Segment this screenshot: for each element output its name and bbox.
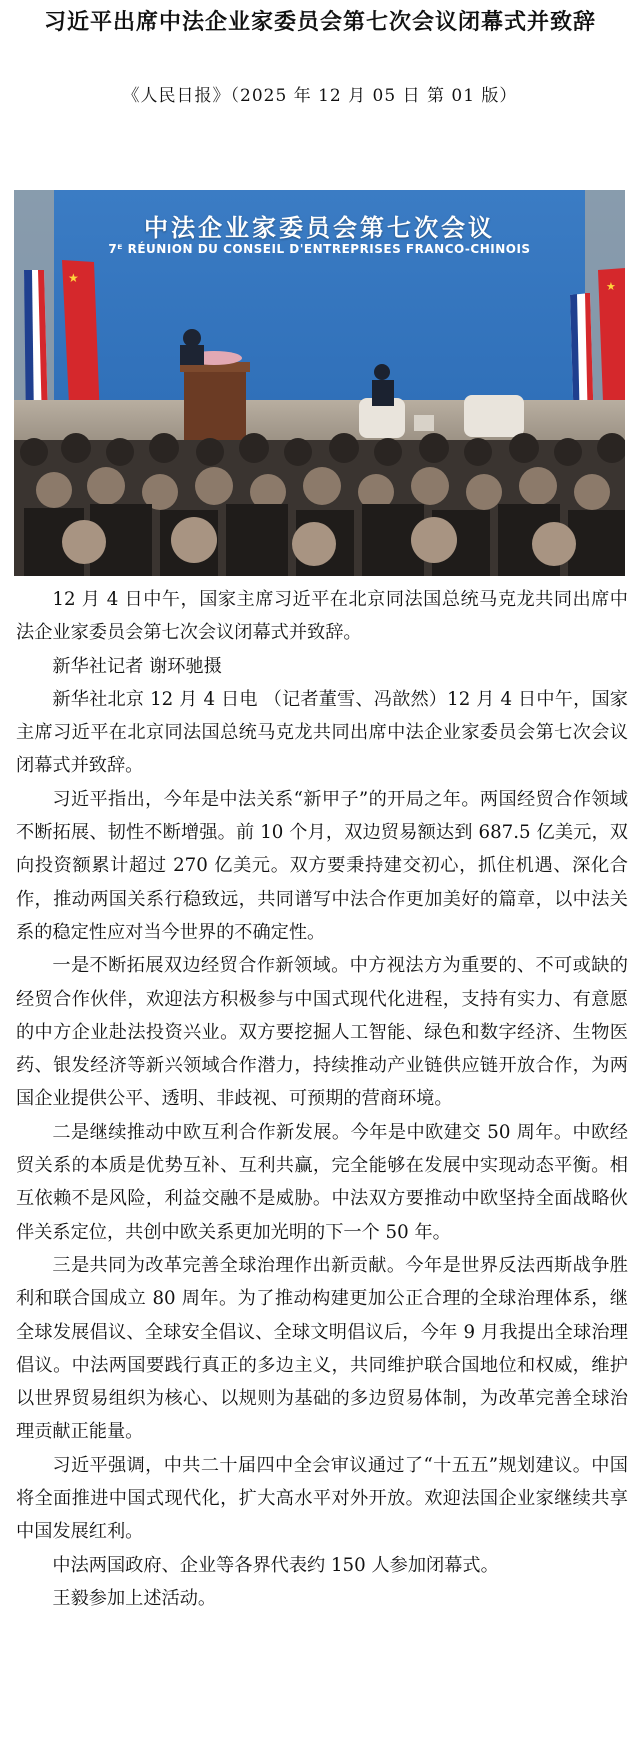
article-paragraph: 习近平强调，中共二十届四中全会审议通过了“十五五”规划建议。中国将全面推进中国式现代化，扩大高水平对外开放。欢迎法国企业家继续共享中国发展红利。	[16, 1454, 628, 1543]
article-paragraph: 新华社北京 12 月 4 日电 （记者董雪、冯歆然）12 月 4 日中午，国家主席习近平在北京同法国总统马克龙共同出席中法企业家委员会第七次会议闭幕式并致辞。	[16, 688, 628, 777]
article-paragraph: 三是共同为改革完善全球治理作出新贡献。今年是世界反法西斯战争胜利和联合国成立 80 周年。为了推动构建更加公正合理的全球治理体系，继全球发展倡议、全球安全倡议、全球文明倡议后，今年 9 月我提出全球治理倡议。中法两国要践行真正的多边主义，共同维护联合国地位和权威，维护以世界贸易组织为核心、以规则为基础的多边贸易体制，为改革完善全球治理贡献正能量。	[16, 1254, 628, 1443]
article-paragraph: 中法两国政府、企业等各界代表约 150 人参加闭幕式。	[52, 1554, 499, 1576]
svg-text:★: ★	[68, 271, 79, 285]
article-paragraph: 习近平指出，今年是中法关系“新甲子”的开局之年。两国经贸合作领域不断拓展、韧性不断增强。前 10 个月，双边贸易额达到 687.5 亿美元，双向投资额累计超过 270 亿美元。双方要秉持建交初心，抓住机遇、深化合作，推动两国关系行稳致远，共同谱写中法合作更加美好的篇章，以中法关系的稳定性应对当今世界的不确定性。	[16, 788, 628, 943]
banner-chinese-title: 中法企业家委员会第七次会议	[144, 214, 495, 242]
article-body	[16, 583, 628, 1615]
photo-credit: 新华社记者 谢环驰摄	[52, 655, 222, 677]
news-photo	[14, 190, 625, 576]
article-paragraph: 二是继续推动中欧互利合作新发展。今年是中欧建交 50 周年。中欧经贸关系的本质是优势互补、互利共赢，完全能够在发展中实现动态平衡。相互依赖不是风险，利益交融不是威胁。中法双方要推动中欧坚持全面战略伙伴关系定位，共创中欧关系更加光明的下一个 50 年。	[16, 1121, 628, 1243]
banner-french-title: 7ᴱ RÉUNION DU CONSEIL D'ENTREPRISES FRANCO-CHINOIS	[108, 242, 531, 256]
article-headline: 习近平出席中法企业家委员会第七次会议闭幕式并致辞	[43, 9, 596, 35]
photo-caption: 12 月 4 日中午，国家主席习近平在北京同法国总统马克龙共同出席中法企业家委员会第七次会议闭幕式并致辞。	[16, 589, 628, 644]
article-paragraph: 王毅参加上述活动。	[52, 1587, 217, 1609]
article-paragraph: 一是不断拓展双边经贸合作新领域。中方视法方为重要的、不可或缺的经贸合作伙伴，欢迎法方积极参与中国式现代化进程，支持有实力、有意愿的中方企业赴法投资兴业。双方要挖掘人工智能、绿色和数字经济、生物医药、银发经济等新兴领域合作潜力，持续推动产业链供应链开放合作，为两国企业提供公平、透明、非歧视、可预期的营商环境。	[16, 955, 628, 1110]
svg-text:★: ★	[606, 280, 616, 293]
audience	[14, 433, 625, 576]
newspaper-source-line: 《人民日报》（2025 年 12 月 05 日 第 01 版）	[122, 86, 518, 106]
